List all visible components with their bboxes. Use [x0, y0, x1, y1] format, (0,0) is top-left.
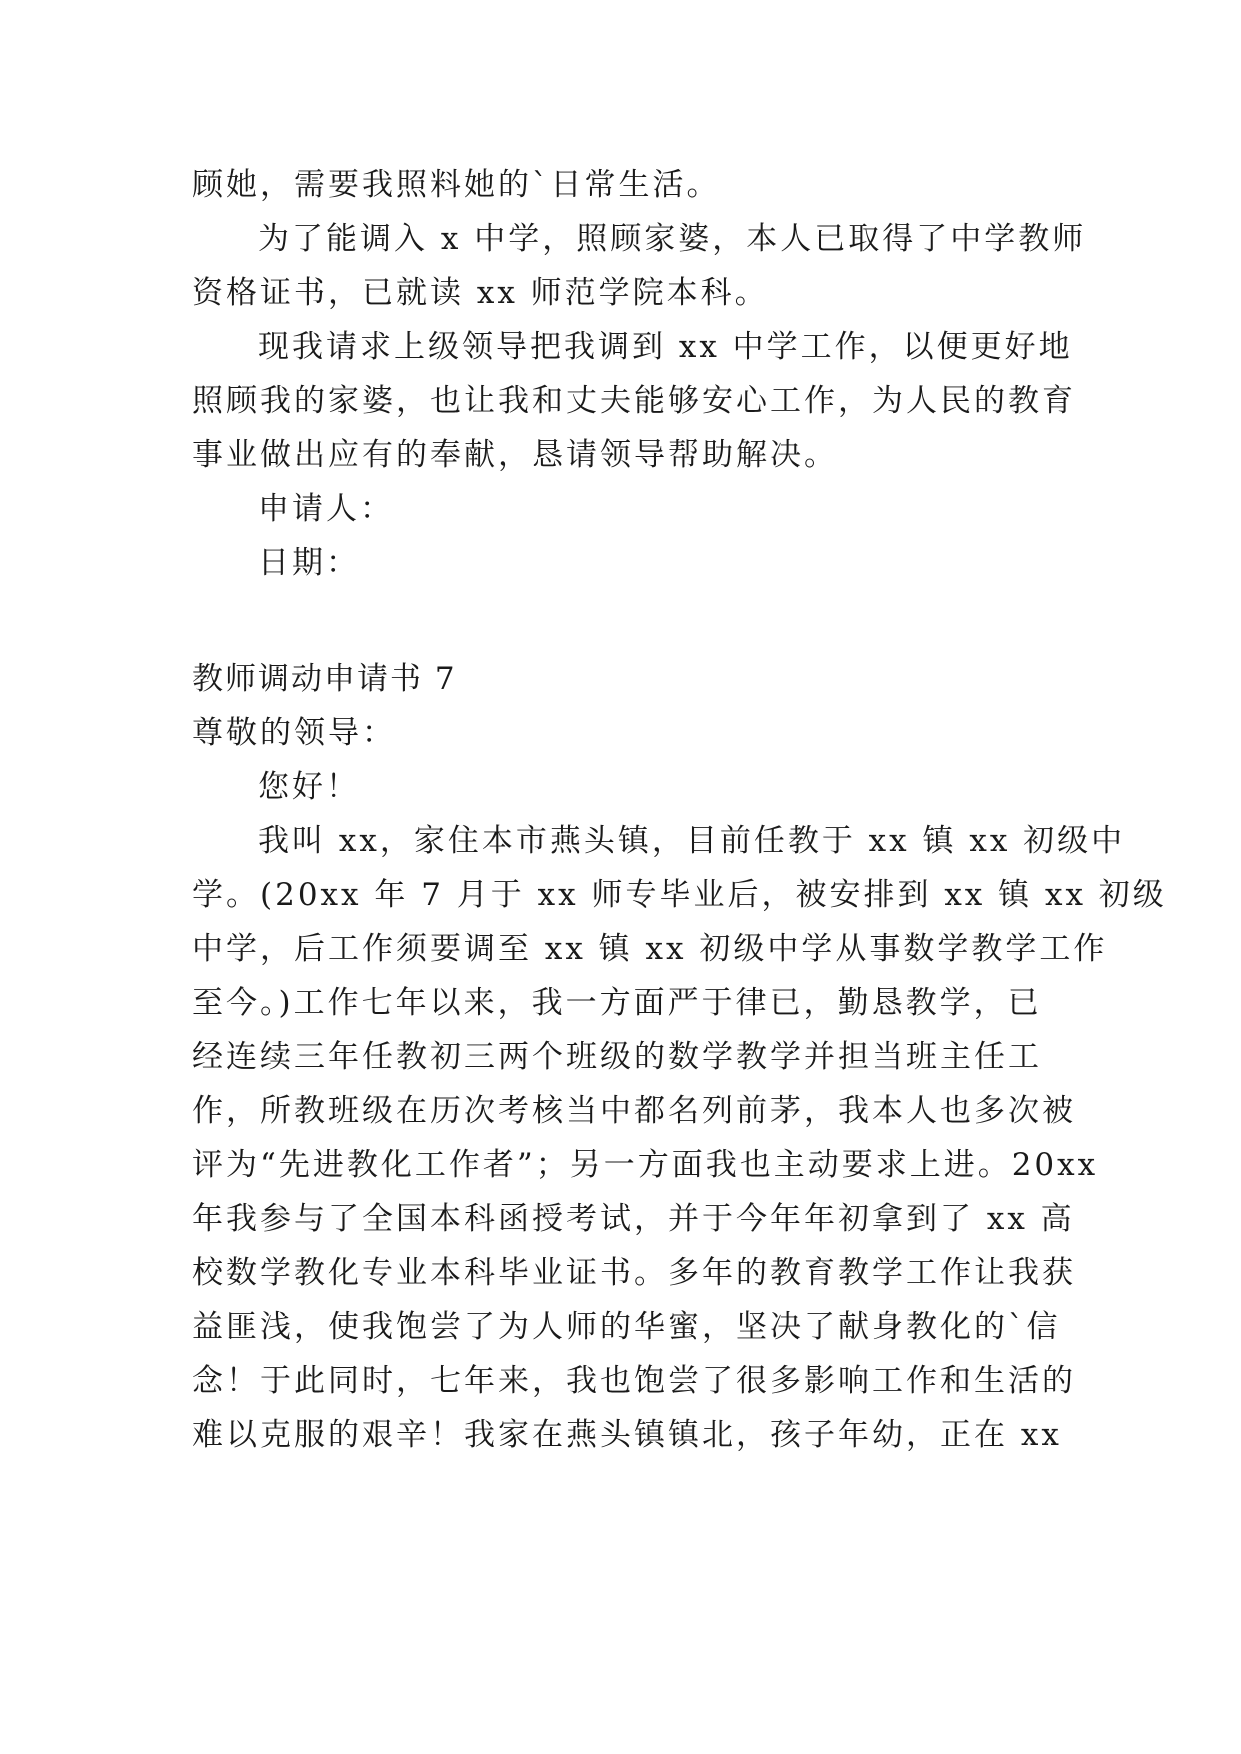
paragraph-line: 至今。)工作七年以来，我一方面严于律已，勤恳教学，已 [192, 985, 1042, 1021]
applicant-label: 申请人： [258, 491, 394, 527]
paragraph-line: 难以克服的艰辛！我家在燕头镇镇北，孩子年幼，正在 xx [192, 1417, 1062, 1453]
paragraph-line: 为了能调入 x 中学，照顾家婆，本人已取得了中学教师 [258, 221, 1087, 257]
paragraph-line: 顾她，需要我照料她的`日常生活。 [192, 167, 721, 203]
paragraph-line: 资格证书，已就读 xx 师范学院本科。 [192, 275, 769, 311]
document-page [192, 158, 1167, 1462]
paragraph-line: 现我请求上级领导把我调到 xx 中学工作，以便更好地 [258, 329, 1073, 365]
paragraph-line: 念！于此同时，七年来，我也饱尝了很多影响工作和生活的 [192, 1363, 1076, 1399]
greeting: 您好！ [258, 769, 360, 805]
document-title: 教师调动申请书 7 [192, 661, 457, 697]
paragraph-line: 照顾我的家婆，也让我和丈夫能够安心工作，为人民的教育 [192, 383, 1076, 419]
paragraph-line: 作，所教班级在历次考核当中都名列前茅，我本人也多次被 [192, 1093, 1076, 1129]
paragraph-line: 我叫 xx，家住本市燕头镇，目前任教于 xx 镇 xx 初级中 [258, 823, 1126, 859]
paragraph-line: 事业做出应有的奉献，恳请领导帮助解决。 [192, 437, 838, 473]
date-label: 日期： [258, 545, 360, 581]
paragraph-line: 年我参与了全国本科函授考试，并于今年年初拿到了 xx 高 [192, 1201, 1075, 1237]
paragraph-line: 校数学教化专业本科毕业证书。多年的教育教学工作让我获 [192, 1255, 1076, 1291]
paragraph-line: 学。(20xx 年 7 月于 xx 师专毕业后，被安排到 xx 镇 xx 初级 [192, 877, 1167, 913]
salutation: 尊敬的领导： [192, 715, 396, 751]
paragraph-line: 中学，后工作须要调至 xx 镇 xx 初级中学从事数学教学工作 [192, 931, 1108, 967]
paragraph-line: 经连续三年任教初三两个班级的数学教学并担当班主任工 [192, 1039, 1042, 1075]
paragraph-line: 益匪浅，使我饱尝了为人师的华蜜，坚决了献身教化的`信 [192, 1309, 1061, 1345]
section-gap [192, 590, 1054, 652]
paragraph-line: 评为“先进教化工作者”；另一方面我也主动要求上进。20xx [192, 1147, 1099, 1183]
